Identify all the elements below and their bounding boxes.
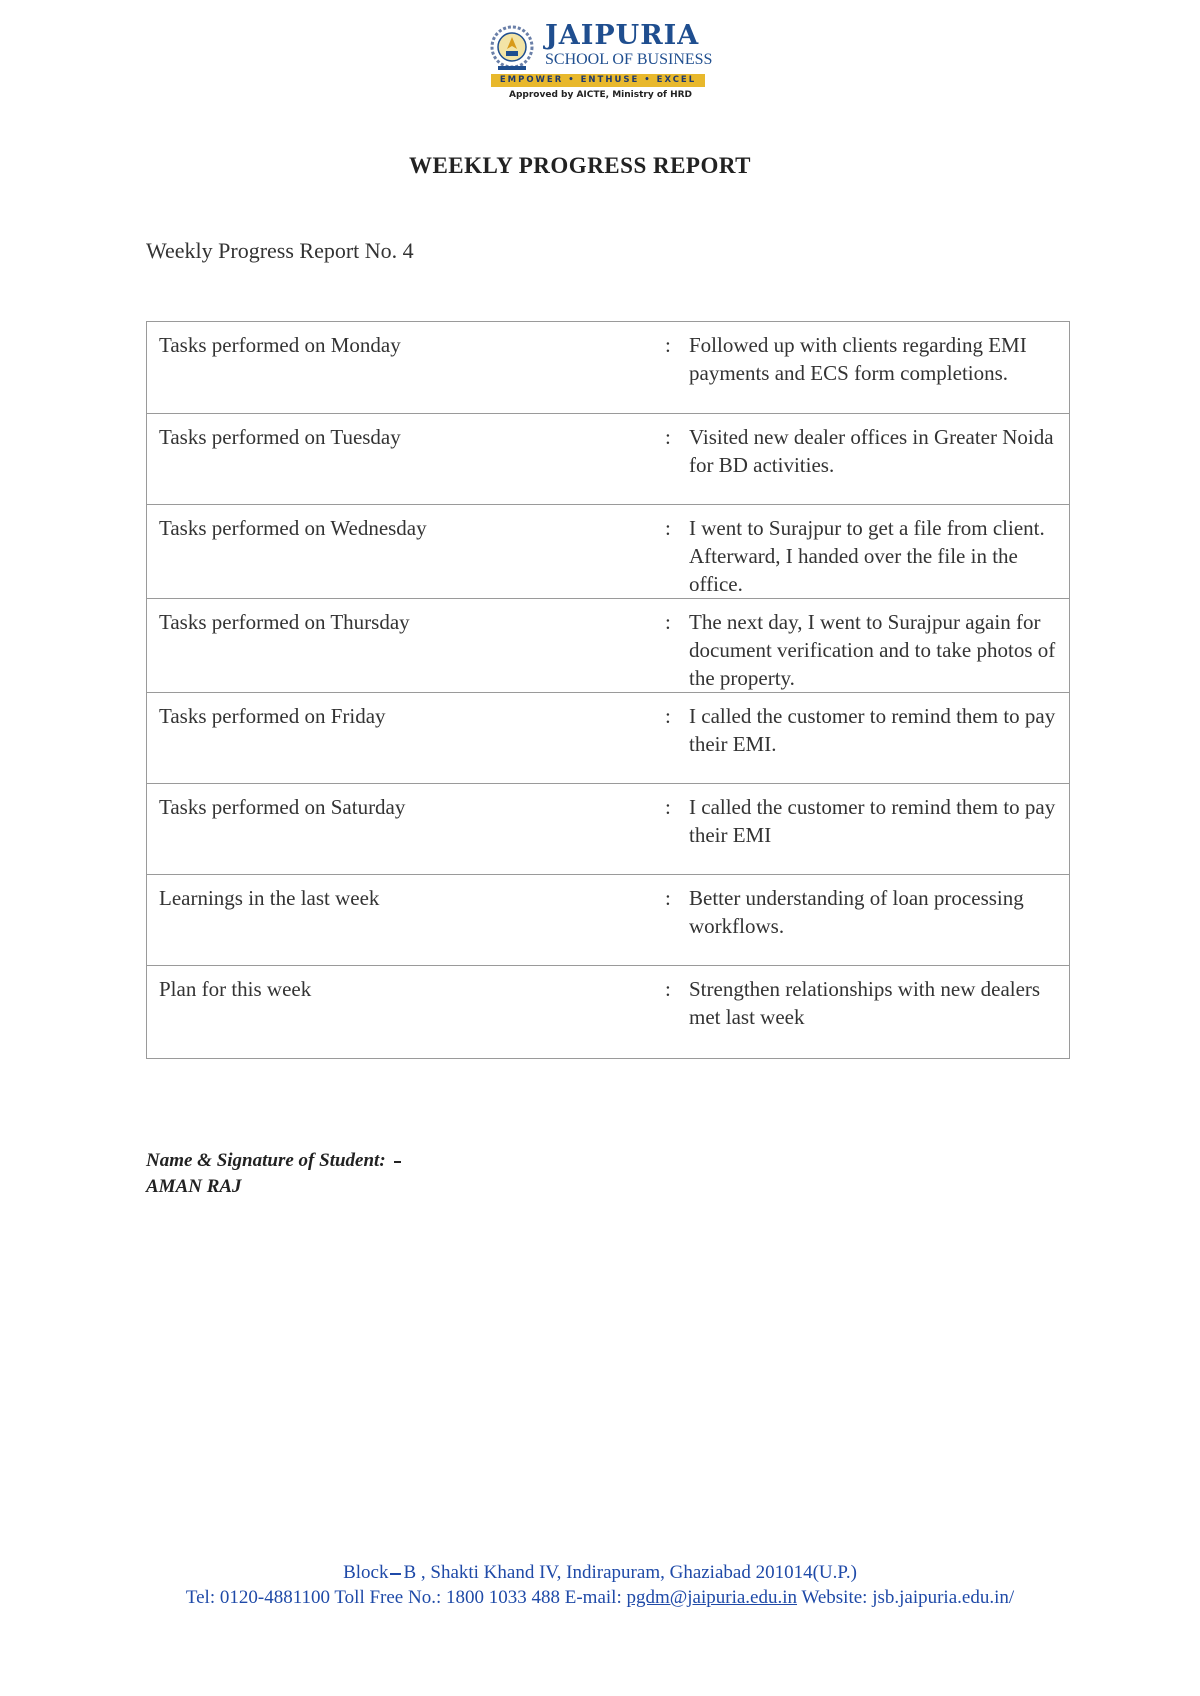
student-name: AMAN RAJ bbox=[146, 1176, 242, 1197]
contact-phone: Tel: 0120-4881100 Toll Free No.: 1800 1033 488 E-mail: bbox=[185, 1587, 622, 1608]
row-colon: : bbox=[665, 875, 689, 966]
row-label: Tasks performed on Wednesday bbox=[147, 505, 666, 599]
row-label: Tasks performed on Friday bbox=[147, 693, 666, 784]
table-row bbox=[147, 414, 1070, 505]
row-value: Visited new dealer offices in Greater Noida for BD activities. bbox=[689, 414, 1070, 505]
logo-tagline: EMPOWER • ENTHUSE • EXCEL bbox=[491, 74, 705, 87]
row-label: Tasks performed on Thursday bbox=[147, 599, 666, 693]
crest-icon bbox=[489, 23, 535, 73]
website-text: Website: jsb.jaipuria.edu.in/ bbox=[801, 1587, 1015, 1608]
table-row bbox=[147, 322, 1070, 414]
row-value: I called the customer to remind them to pay their EMI. bbox=[689, 693, 1070, 784]
logo-wordmark: JAIPURIA bbox=[545, 20, 700, 51]
row-label: Tasks performed on Saturday bbox=[147, 784, 666, 875]
address-rest: B , Shakti Khand IV, Indirapuram, Ghaziabad 201014(U.P.) bbox=[403, 1562, 857, 1583]
table-row bbox=[147, 599, 1070, 693]
row-label: Tasks performed on Monday bbox=[147, 322, 666, 414]
row-label: Plan for this week bbox=[147, 966, 666, 1059]
row-colon: : bbox=[665, 966, 689, 1059]
row-colon: : bbox=[665, 505, 689, 599]
row-colon: : bbox=[665, 414, 689, 505]
row-colon: : bbox=[665, 784, 689, 875]
address-block: Block bbox=[343, 1562, 389, 1583]
table-row bbox=[147, 784, 1070, 875]
signature-label: Name & Signature of Student: bbox=[146, 1150, 386, 1171]
logo-approval: Approved by AICTE, Ministry of HRD bbox=[509, 90, 693, 100]
table-row bbox=[147, 966, 1070, 1059]
row-value: Strengthen relationships with new dealers met last week bbox=[689, 966, 1070, 1059]
row-colon: : bbox=[665, 599, 689, 693]
table-row bbox=[147, 875, 1070, 966]
row-colon: : bbox=[665, 693, 689, 784]
signature-mark bbox=[394, 1161, 401, 1163]
signature-line bbox=[146, 1148, 401, 1174]
report-number: Weekly Progress Report No. 4 bbox=[146, 238, 414, 263]
row-value: Followed up with clients regarding EMI payments and ECS form completions. bbox=[689, 322, 1070, 414]
footer-address bbox=[0, 1560, 1200, 1585]
table-row bbox=[147, 693, 1070, 784]
row-label: Tasks performed on Tuesday bbox=[147, 414, 666, 505]
page-title: WEEKLY PROGRESS REPORT bbox=[408, 153, 752, 178]
row-value: I went to Surajpur to get a file from client. Afterward, I handed over the file in the office. bbox=[689, 505, 1070, 599]
tasks-table bbox=[146, 321, 1070, 1059]
footer-contact bbox=[0, 1585, 1200, 1610]
email-link[interactable]: pgdm@jaipuria.edu.in bbox=[626, 1587, 798, 1608]
school-logo bbox=[489, 20, 713, 108]
page-footer bbox=[0, 1560, 1200, 1610]
table-row bbox=[147, 505, 1070, 599]
row-label: Learnings in the last week bbox=[147, 875, 666, 966]
row-value: Better understanding of loan processing workflows. bbox=[689, 875, 1070, 966]
row-value: I called the customer to remind them to pay their EMI bbox=[689, 784, 1070, 875]
address-dash bbox=[390, 1573, 401, 1575]
logo-subtitle: SCHOOL OF BUSINESS bbox=[545, 51, 713, 68]
row-value: The next day, I went to Surajpur again for document verification and to take photos of the property. bbox=[689, 599, 1070, 693]
row-colon: : bbox=[665, 322, 689, 414]
signature-block bbox=[146, 1148, 401, 1200]
